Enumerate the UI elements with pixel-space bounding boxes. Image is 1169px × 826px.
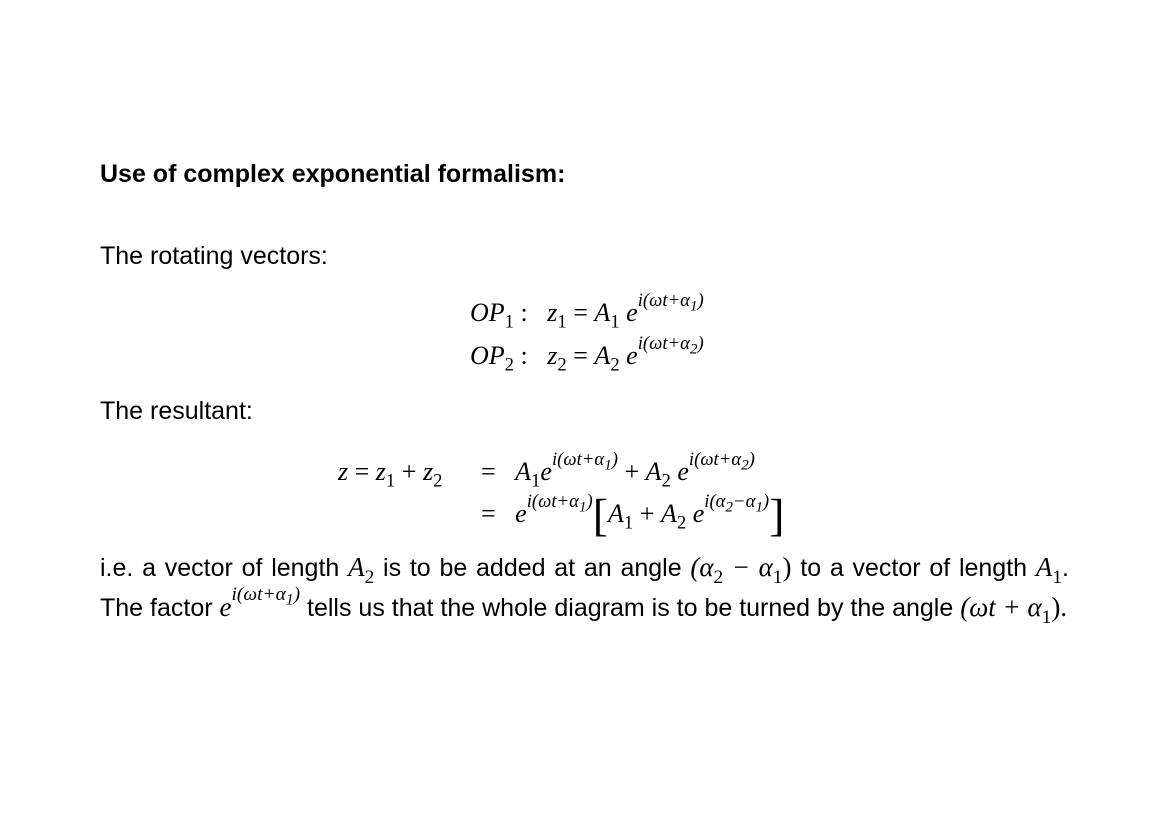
- resultant-row2: = $e^{i(\omega t+\alpha_1)}[A_1 + A_2$ $e^{i(\alpha_2-\alpha_1)}$]: [481, 489, 785, 541]
- equation-op2: $OP_2$ : $z_2 = A_2$ $e^{i(\omega t+\alpha_2)}$: [470, 333, 704, 376]
- resultant-row1: = $A_1e^{i(\omega t+\alpha_1)} + A_2$ $e^{i(\omega t+\alpha_2)}$: [481, 449, 755, 492]
- explanation-paragraph: i.e. a vector of length $A_2$ is to be added at an angle $(\alpha_2 - \alpha_1)$ to a vector of length $A_1$. The factor $e^{i(\omega t+\alpha_1)}$ tells us that the whole diagram is to be turned by the angle $(\omega t + \alpha_1)$.: [100, 552, 1069, 628]
- rotating-vectors-label: The rotating vectors:: [100, 242, 328, 270]
- resultant-label: The resultant:: [100, 397, 253, 425]
- resultant-lhs: $z = z_1 + z_2$: [338, 457, 443, 492]
- equation-op1: $OP_1$ : $z_1 = A_1$ $e^{i(\omega t+\alpha_1)}$: [470, 290, 704, 333]
- section-heading: Use of complex exponential formalism:: [100, 160, 566, 188]
